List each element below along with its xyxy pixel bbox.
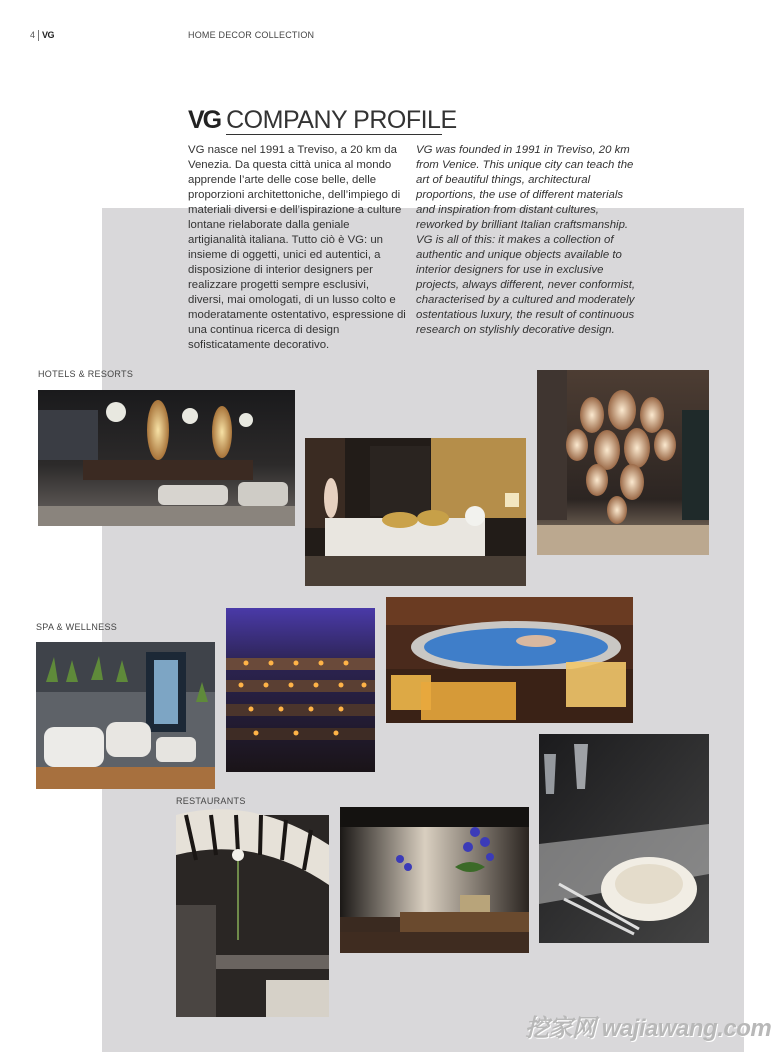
section-label-restaurants: RESTAURANTS — [176, 796, 246, 806]
photo-restaurant-arches — [176, 815, 329, 1017]
italian-text: VG nasce nel 1991 a Treviso, a 20 km da Venezia. Da questa città unica al mondo apprende l’arte delle cose belle, delle proporzioni architettoniche, dell’impiego di materiali diversi e dell’ispirazione a culture lontane rielaborate dalla geniale artigianalità italiana. Tutto ciò è VG: un insieme di oggetti, unici ed autentici, a disposizione di interior designers per realizzare progetti sempre esclusivi, diversi, mai omologati, di un lusso colto e moderatamente ostentativo, espressione di una continua ricerca di design sofisticatamente decorativo. — [188, 144, 406, 351]
photo-hotel-bedroom — [305, 438, 526, 586]
page-title — [188, 106, 457, 134]
watermark: 挖家网 wajiawang.com — [525, 1015, 771, 1042]
title-text: COMPANY PROFILE — [226, 106, 457, 134]
section-label-hotels: HOTELS & RESORTS — [38, 369, 134, 379]
header-logo: VG — [42, 30, 55, 40]
photo-restaurant-orchids — [340, 807, 529, 953]
collection-title: HOME DECOR COLLECTION — [188, 30, 315, 40]
photo-spa-lounge — [36, 642, 215, 789]
title-logo: VG — [188, 106, 221, 134]
photo-chandelier-hall — [537, 370, 709, 555]
header-divider — [38, 30, 39, 41]
photo-table-setting — [539, 734, 709, 943]
photo-spa-candles — [226, 608, 375, 772]
photo-spa-jacuzzi — [386, 597, 633, 723]
section-label-spa: SPA & WELLNESS — [36, 622, 118, 632]
photo-hotel-lobby — [38, 390, 295, 526]
title-underline — [226, 134, 442, 135]
english-text: VG was founded in 1991 in Treviso, 20 km from Venice. This unique city can teach the art of beautiful things, architectural proportions, the use of different materials and inspiration from distant cultures, reworked by brilliant Italian craftsmanship. VG is all of this: it makes a collection of authentic and unique objects available to interior designers for use in exclusive projects, always different, never conformist, characterised by a cultured and moderately ostentatious luxury, the result of continuous research on stylishly decorative design. — [416, 144, 636, 336]
page-number: 4 — [30, 30, 36, 40]
